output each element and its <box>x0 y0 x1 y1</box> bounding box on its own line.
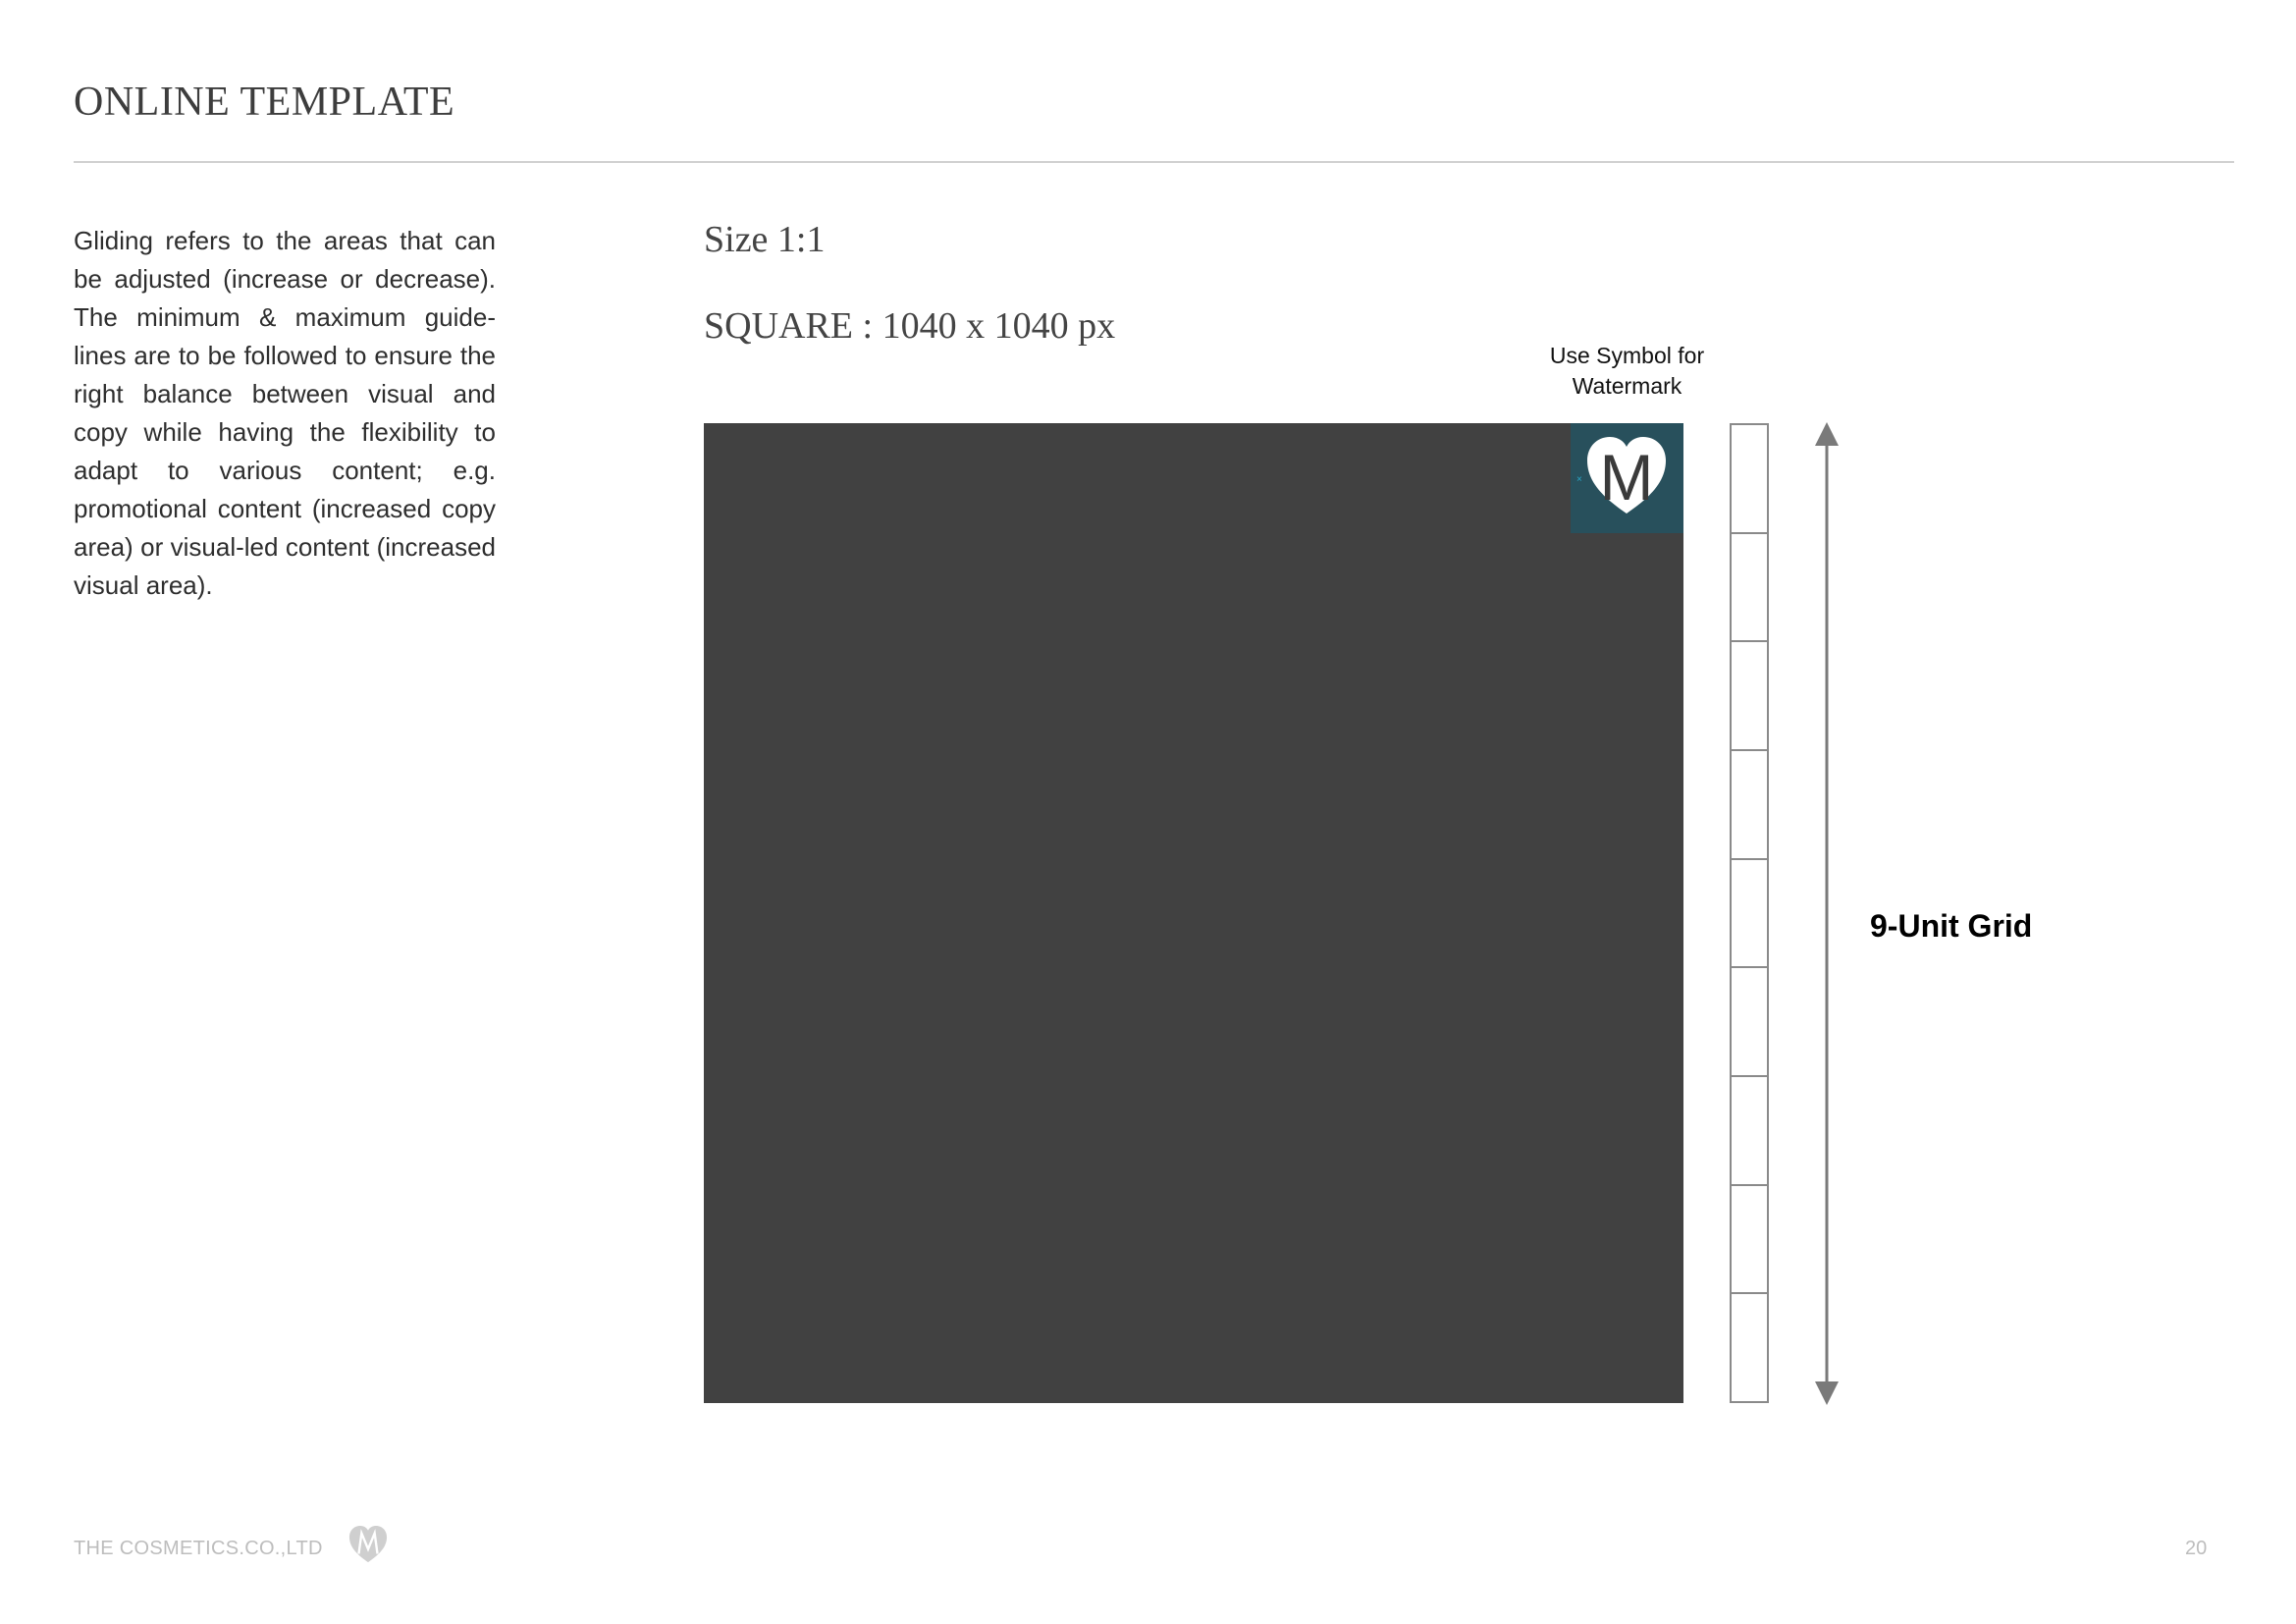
grid-label: 9-Unit Grid <box>1870 908 2033 944</box>
grid-unit <box>1732 1186 1767 1295</box>
grid-unit <box>1732 860 1767 969</box>
footer-logo-icon <box>348 1525 388 1564</box>
grid-unit <box>1732 1077 1767 1186</box>
page-title: ONLINE TEMPLATE <box>74 80 455 125</box>
watermark-area <box>1571 423 1683 533</box>
size-label: Size 1:1 <box>704 219 826 260</box>
watermark-letter: M <box>1599 441 1654 514</box>
footer-brand: THE COSMETICS.CO.,LTD <box>74 1538 323 1559</box>
grid-unit <box>1732 425 1767 534</box>
watermark-note: Use Symbol for Watermark <box>1549 343 1705 399</box>
grid-unit <box>1732 751 1767 860</box>
double-arrow-vertical-icon <box>1812 420 1842 1407</box>
grid-unit <box>1732 534 1767 643</box>
description-text: Gliding refers to the areas that can be adjusted (increase or decrease). The minimum & maximum guide-lines are to be followed to ensure the right balance between visual and copy while having the flexibility to adapt to various content; e.g. promotional content (increased copy area) or visual-led content (increased visual area). <box>74 226 496 600</box>
heart-m-logo-icon <box>1585 435 1668 517</box>
grid-unit <box>1732 1294 1767 1401</box>
page-number: 20 <box>2185 1538 2208 1559</box>
nine-unit-grid <box>1730 423 1769 1403</box>
alignment-marker-icon: × <box>1576 474 1582 485</box>
square-visual-area <box>704 423 1683 1403</box>
dimension-label: SQUARE : 1040 x 1040 px <box>704 305 1116 347</box>
grid-unit <box>1732 968 1767 1077</box>
grid-unit <box>1732 642 1767 751</box>
title-divider <box>74 161 2234 163</box>
